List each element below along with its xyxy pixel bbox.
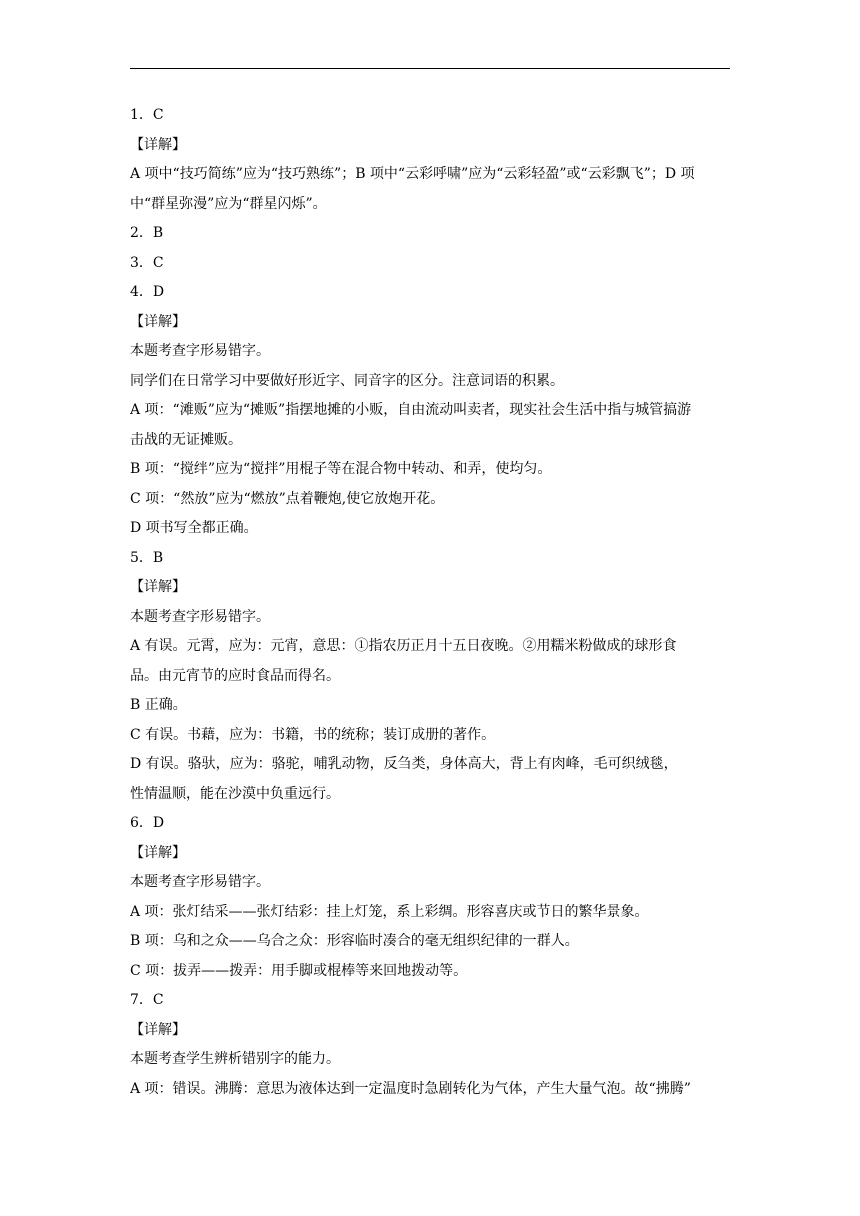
text-line: 同学们在日常学习中要做好形近字、同音字的区分。注意词语的积累。 [130,372,564,389]
text-line: A 项：错误。沸腾：意思为液体达到一定温度时急剧转化为气体，产生大量气泡。故“拂腾” [130,1080,691,1097]
text-line: A 有误。元霄，应为：元宵，意思：①指农历正月十五日夜晚。②用糯米粉做成的球形食 [130,638,677,654]
text-line: 5．B [130,549,164,566]
text-line: C 项：拔弄——拨弄：用手脚或棍棒等来回地拨动等。 [130,962,468,979]
text-line: 本题考查学生辨析错别字的能力。 [130,1051,340,1067]
text-line: 3．C [130,254,164,271]
text-line: 4．D [130,284,165,300]
text-line: 【详解】 [130,136,186,153]
text-line: B 项：乌和之众——乌合之众：形容临时凑合的毫无组织纪律的一群人。 [130,933,579,949]
text-line: 7．C [130,992,164,1008]
text-line: 【详解】 [130,1021,186,1038]
text-line: 1．C [130,107,164,123]
text-line: 性情温顺，能在沙漠中负重远行。 [130,785,340,802]
text-line: C 有误。书藉，应为：书籍，书的统称；装订成册的著作。 [130,726,496,743]
text-line: D 有误。骆驮，应为：骆驼，哺乳动物，反刍类，身体高大，背上有肉峰，毛可织绒毯， [130,756,678,772]
text-line: 品。由元宵节的应时食品而得名。 [130,667,340,684]
text-line: 本题考查字形易错字。 [130,343,270,359]
answer-text [130,101,730,1104]
text-line: 2．B [130,225,164,241]
text-line: D 项书写全都正确。 [130,520,258,536]
text-line: A 项：张灯结采——张灯结彩：挂上灯笼，系上彩绸。形容喜庆或节日的繁华景象。 [130,903,649,920]
text-line: B 项：“搅绊”应为“搅拌”用棍子等在混合物中转动、和弄，使均匀。 [130,461,552,477]
text-line: 中“群星弥漫”应为“群星闪烁”。 [130,195,327,212]
text-line: B 正确。 [130,697,187,713]
text-line: 本题考查字形易错字。 [130,874,270,890]
text-line: 6．D [130,815,165,831]
text-line: A 项：“滩贩”应为“摊贩”指摆地摊的小贩，自由流动叫卖者，现实社会生活中指与城管搞游 [130,402,692,418]
text-line: C 项：“然放”应为“燃放”点着鞭炮,使它放炮开花。 [130,490,445,507]
text-line: 【详解】 [130,844,186,861]
text-line: 【详解】 [130,313,186,330]
text-line: 击战的无证摊贩。 [130,431,242,448]
text-line: 本题考查字形易错字。 [130,608,270,625]
header-rule [130,68,730,69]
text-line: 【详解】 [130,579,186,595]
text-line: A 项中“技巧简练”应为“技巧熟练”；B 项中“云彩呼啸”应为“云彩轻盈”或“云彩飘飞”；D 项 [130,166,695,182]
